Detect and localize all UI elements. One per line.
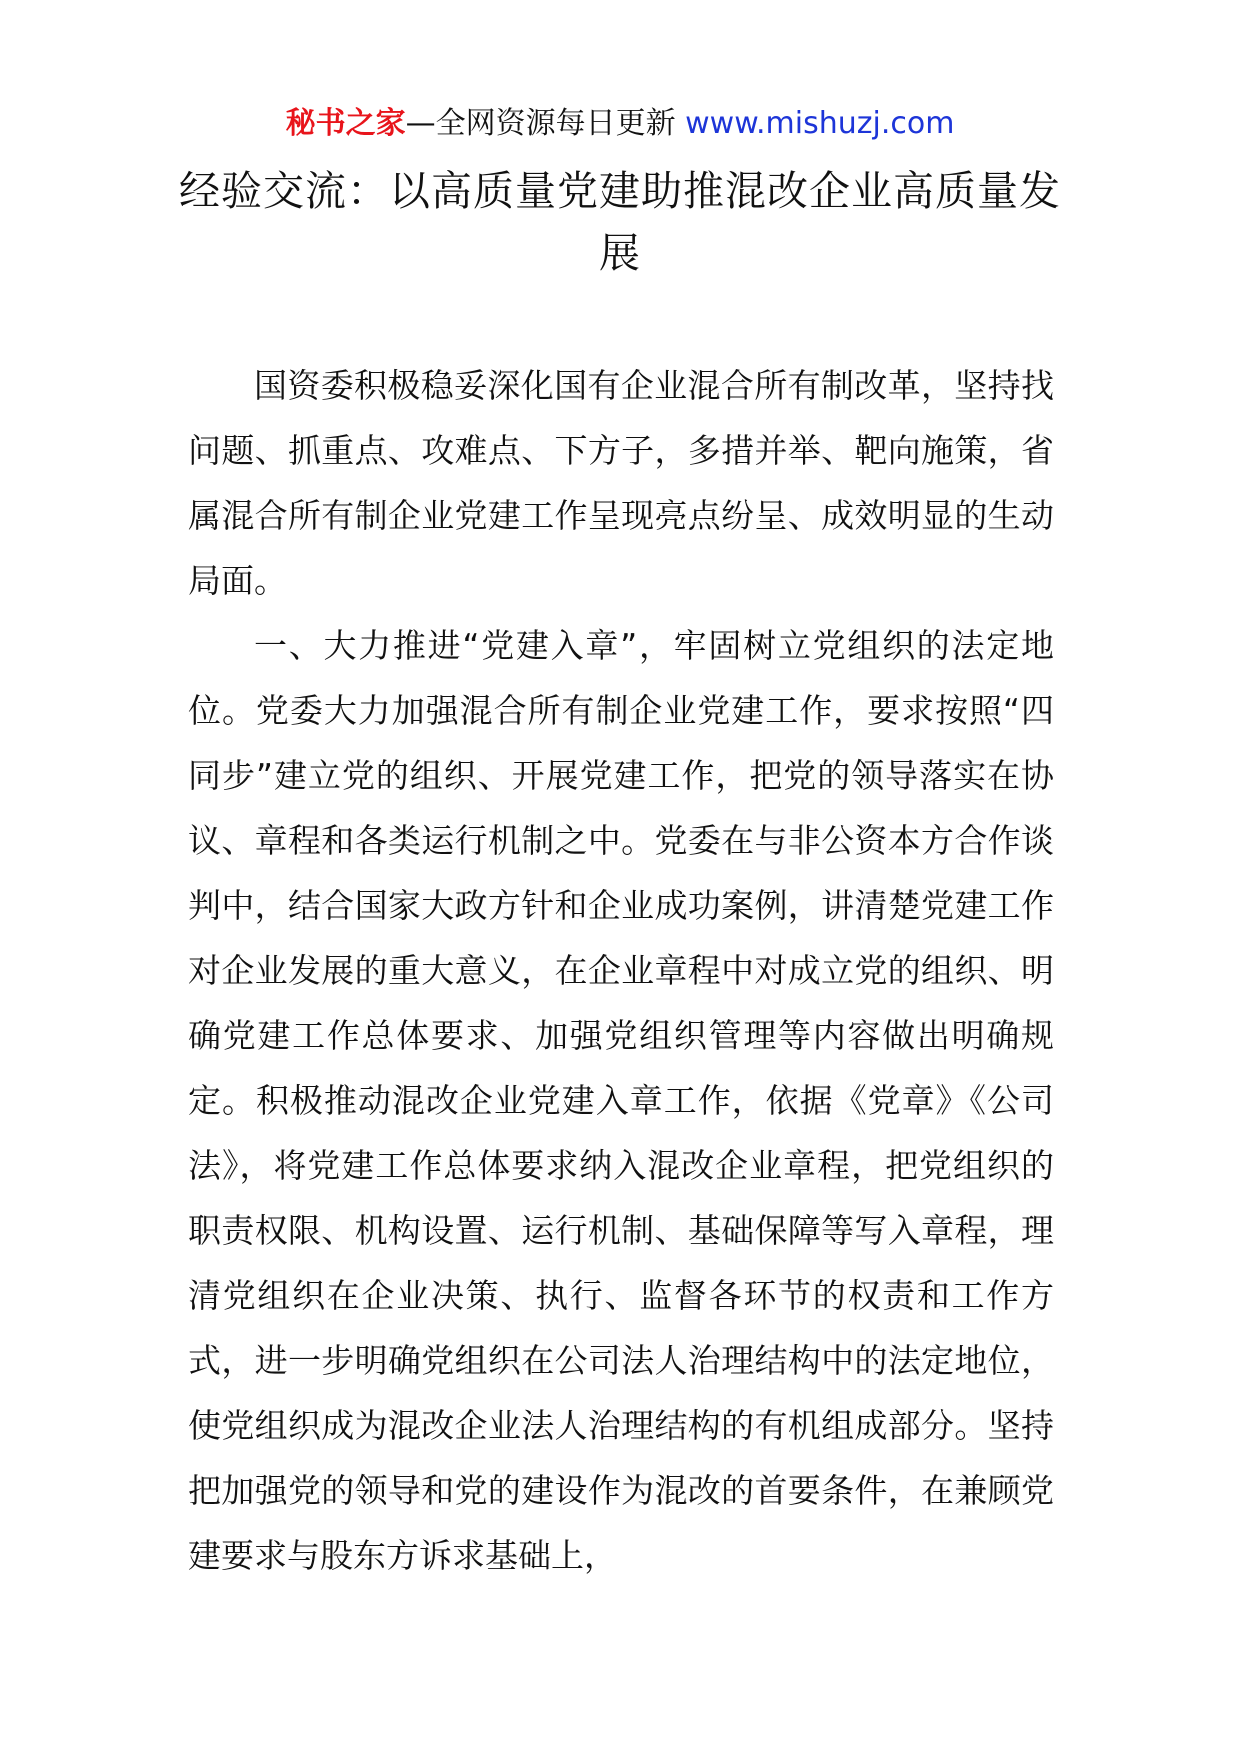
document-body: [188, 353, 1054, 1588]
document-title: 经验交流：以高质量党建助推混改企业高质量发展: [179, 167, 1061, 277]
site-brand: 秘书之家: [285, 106, 406, 141]
site-header: [0, 102, 1240, 146]
site-url-link[interactable]: www.mishuzj.com: [685, 106, 955, 141]
site-tagline: —全网资源每日更新: [405, 106, 686, 141]
paragraph-section-one: 一、大力推进“党建入章”，牢固树立党组织的法定地位。党委大力加强混合所有制企业党建工作，要求按照“四同步”建立党的组织、开展党建工作，把党的领导落实在协议、章程和各类运行机制之中。党委在与非公资本方合作谈判中，结合国家大政方针和企业成功案例，讲清楚党建工作对企业发展的重大意义，在企业章程中对成立党的组织、明确党建工作总体要求、加强党组织管理等内容做出明确规定。积极推动混改企业党建入章工作，依据《党章》《公司法》，将党建工作总体要求纳入混改企业章程，把党组织的职责权限、机构设置、运行机制、基础保障等写入章程，理清党组织在企业决策、执行、监督各环节的权责和工作方式，进一步明确党组织在公司法人治理结构中的法定地位，使党组织成为混改企业法人治理结构的有机组成部分。坚持把加强党的领导和党的建设作为混改的首要条件，在兼顾党建要求与股东方诉求基础上，: [188, 626, 1054, 1575]
paragraph-intro: 国资委积极稳妥深化国有企业混合所有制改革，坚持找问题、抓重点、攻难点、下方子，多措并举、靶向施策，省属混合所有制企业党建工作呈现亮点纷呈、成效明显的生动局面。: [188, 366, 1054, 600]
